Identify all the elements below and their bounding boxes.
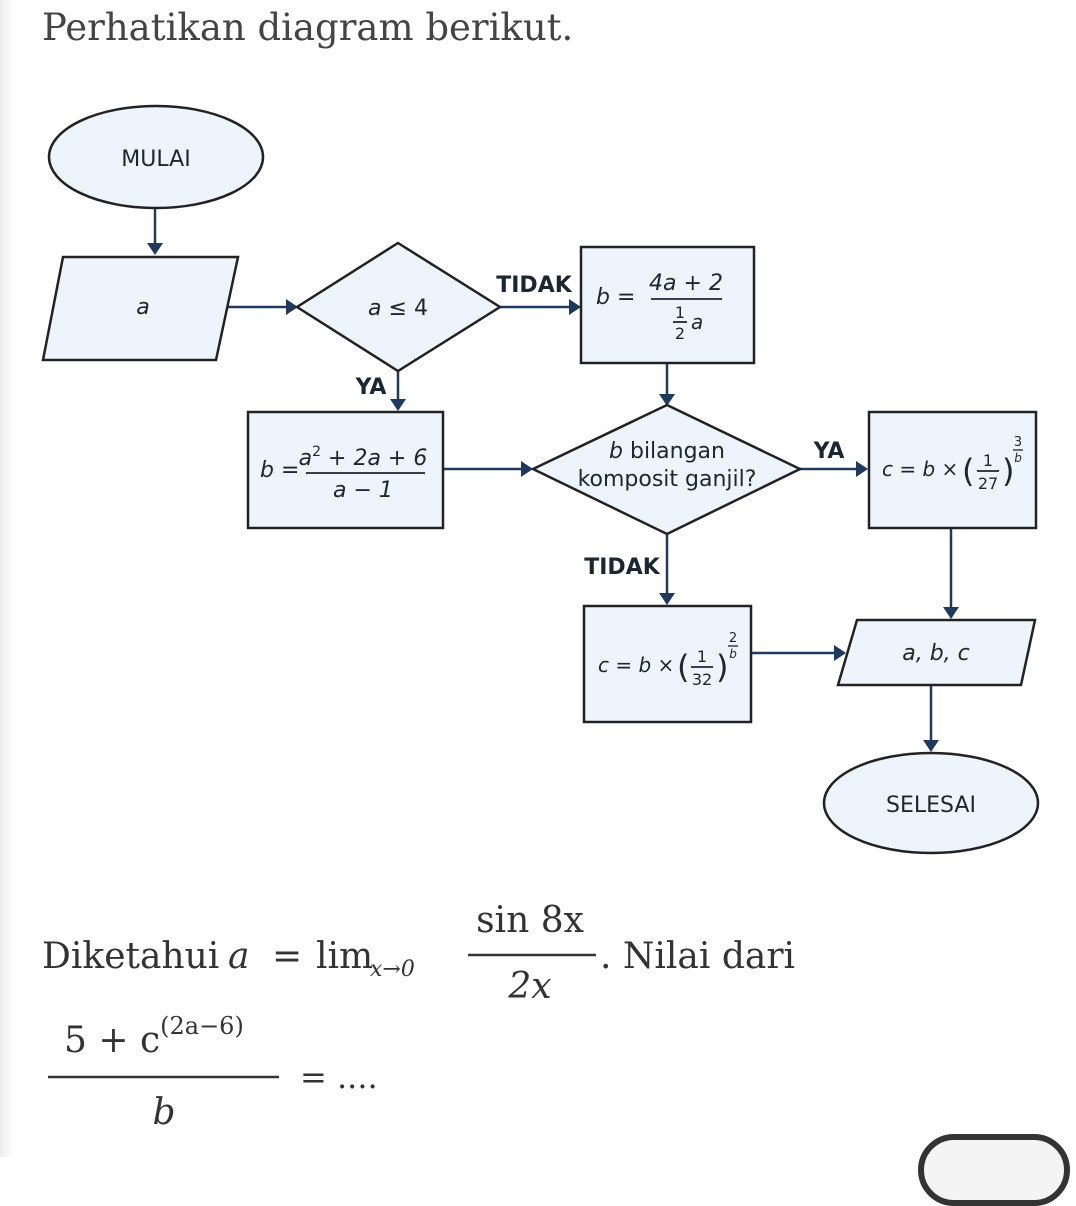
branch-ya-2: YA — [813, 439, 845, 464]
branch-tidak-1: TIDAK — [496, 273, 572, 298]
branch-tidak-2: TIDAK — [584, 555, 660, 580]
question-frac-num: sin 8x — [476, 900, 584, 941]
svg-text:2: 2 — [674, 324, 686, 343]
svg-text:c = b ×: c = b × — [598, 653, 675, 677]
question-a-var: a — [228, 936, 250, 977]
svg-text:b =: b = — [260, 458, 300, 483]
svg-text:(: ( — [962, 452, 975, 490]
svg-text:komposit ganjil?: komposit ganjil? — [577, 467, 757, 492]
svg-text:b: b — [1014, 451, 1022, 465]
svg-text:c = b ×: c = b × — [882, 457, 959, 481]
start-label: MULAI — [121, 147, 191, 172]
svg-text:5 + c(2a−6): $5 + c^{(2a-6)}$ — [64, 1012, 244, 1061]
svg-text:(: ( — [677, 648, 690, 686]
svg-text:1: 1 — [696, 647, 708, 666]
cond1-label: a ≤ 4 — [368, 296, 428, 321]
question-lim: lim — [316, 936, 374, 977]
question-frac-den: 2x — [508, 966, 552, 1007]
svg-text:b bilangan: b bilangan — [609, 439, 725, 464]
question-text — [0, 870, 1076, 1157]
svg-text:b: b — [152, 1092, 176, 1133]
svg-text:): ) — [1002, 452, 1015, 490]
svg-text:32: 32 — [691, 670, 713, 689]
question-after: . Nilai dari — [600, 936, 796, 977]
question-intro: Diketahui — [42, 936, 220, 977]
svg-text:a2 + 2a + 6: $a^2 + 2a + 6$ — [298, 444, 428, 471]
svg-text:4a + 2: 4a + 2 — [649, 271, 723, 296]
svg-text:27: 27 — [977, 474, 999, 493]
svg-text:a: a — [691, 310, 704, 334]
svg-text:2: 2 — [728, 631, 738, 646]
input-label: a — [136, 295, 150, 320]
question-lim-sub: x→0 — [370, 957, 415, 982]
svg-text:= ....: = .... — [300, 1058, 378, 1096]
svg-text:3: 3 — [1013, 435, 1023, 450]
svg-text:a − 1: a − 1 — [333, 478, 393, 503]
svg-text:b: b — [729, 647, 737, 661]
end-label: SELESAI — [886, 793, 976, 818]
branch-ya-1: YA — [355, 375, 387, 400]
svg-text:1: 1 — [982, 451, 994, 470]
question-expression — [48, 1012, 378, 1133]
svg-text:): ) — [716, 648, 729, 686]
page-heading: Perhatikan diagram berikut. — [42, 6, 574, 49]
floating-action-button[interactable] — [918, 1134, 1070, 1206]
output-label: a, b, c — [902, 641, 970, 666]
question-equals: = — [272, 936, 303, 977]
svg-text:1: 1 — [674, 303, 686, 322]
svg-text:b =: b = — [596, 285, 636, 310]
